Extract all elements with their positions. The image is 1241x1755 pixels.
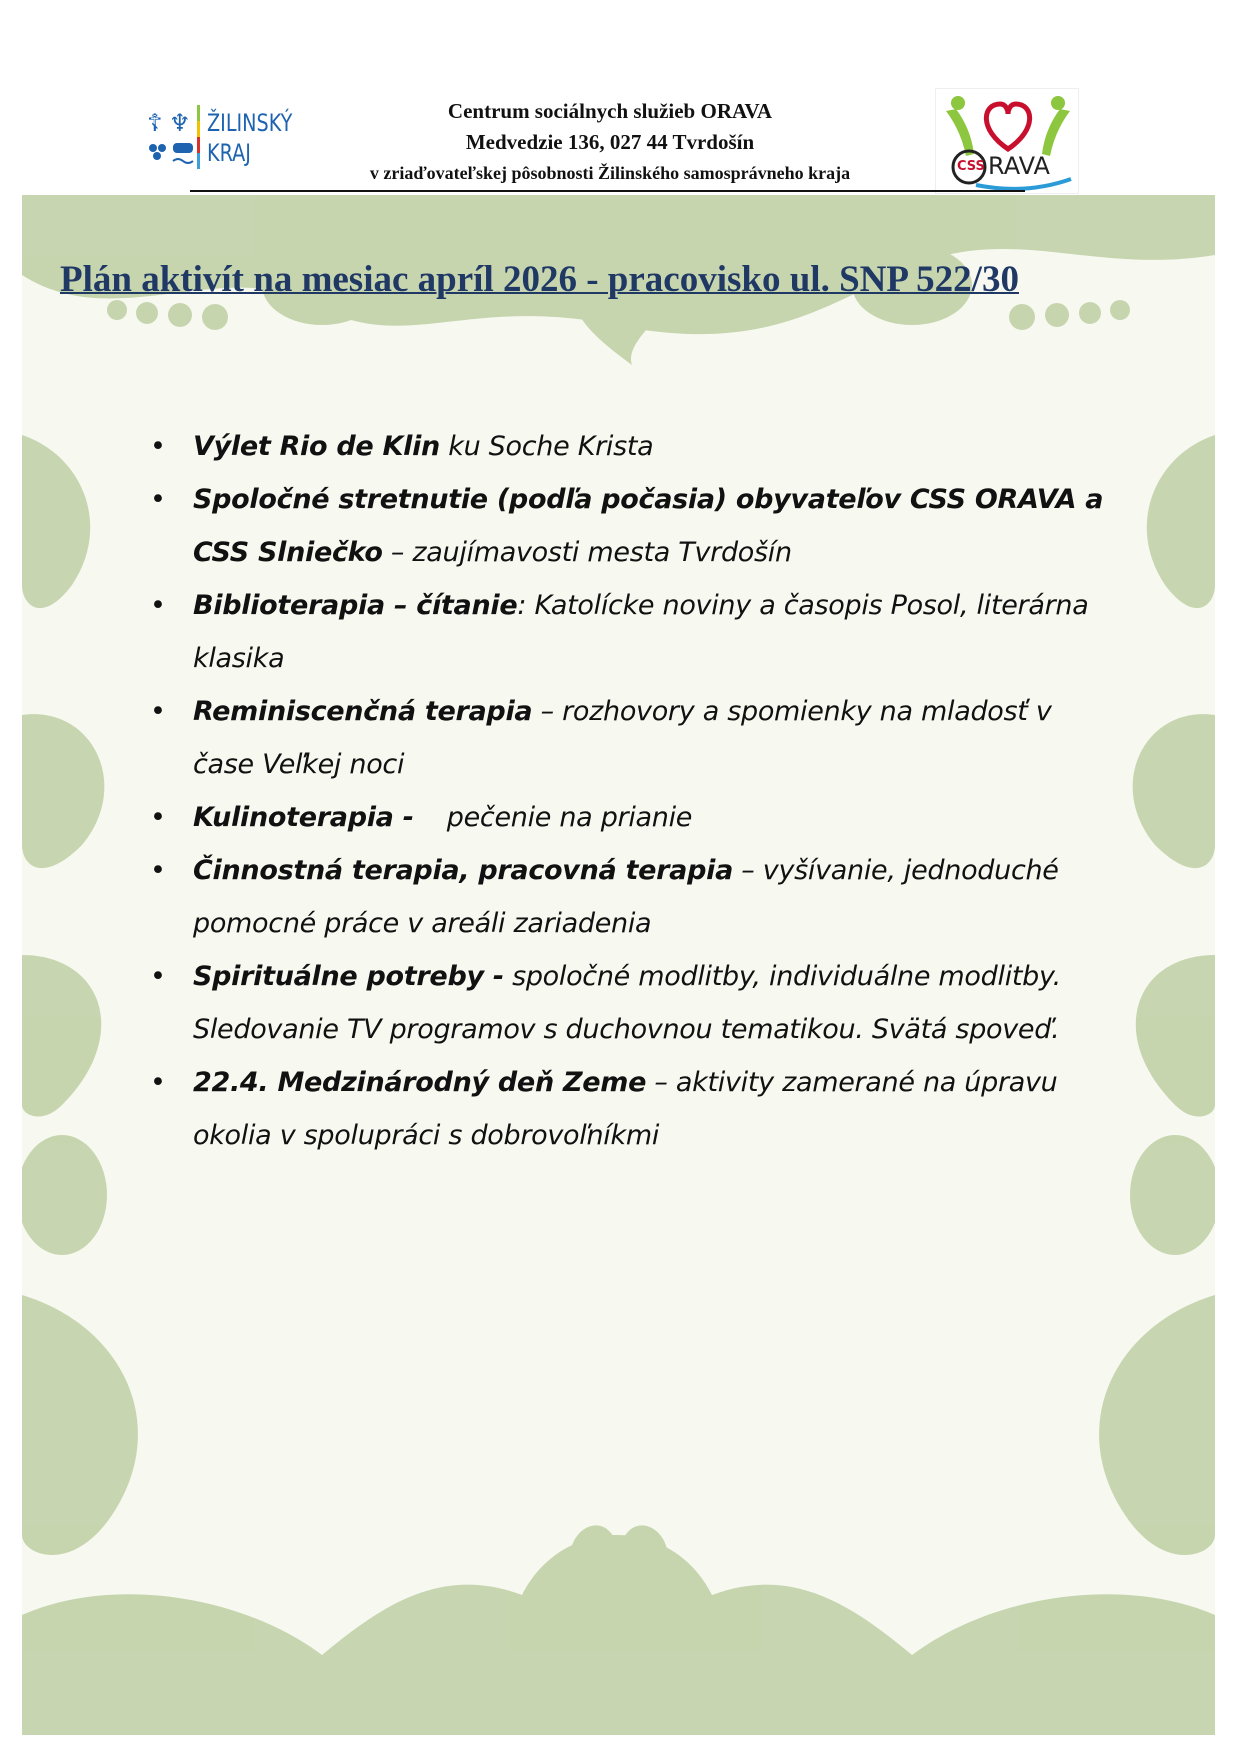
bullet-icon: • <box>150 590 166 621</box>
activity-description: : Katolícke noviny a časopis Posol, literárna klasika <box>193 590 1089 674</box>
activity-name: Kulinoterapia - <box>193 802 414 833</box>
zilinsky-kraj-logo <box>145 103 305 173</box>
activity-description: – zaujímavosti mesta Tvrdošín <box>382 537 792 568</box>
activity-list <box>150 420 1110 1162</box>
bullet-icon: • <box>150 484 166 515</box>
list-item <box>150 685 1110 791</box>
activity-description: pečenie na prianie <box>413 802 693 833</box>
svg-text:♆: ♆ <box>169 109 191 137</box>
activity-description: – vyšívanie, jednoduché pomocné práce v areáli zariadenia <box>193 855 1059 939</box>
header-divider <box>190 190 1025 192</box>
activity-name: Reminiscenčná terapia <box>193 696 533 727</box>
bullet-icon: • <box>150 431 166 462</box>
activity-name: Činnostná terapia, pracovná terapia <box>193 855 734 886</box>
list-item <box>150 420 1110 473</box>
activity-description: spoločné modlitby, individuálne modlitby. Sledovanie TV programov s duchovnou tematikou. Svätá spoveď. <box>193 961 1061 1045</box>
activity-description: – rozhovory a spomienky na mladosť v čase Veľkej noci <box>193 696 1052 780</box>
organization-founder: v zriaďovateľskej pôsobnosti Žilinského samosprávneho kraja <box>369 163 851 183</box>
css-orava-logo <box>935 88 1079 194</box>
activity-name: Spirituálne potreby - <box>193 961 504 992</box>
bullet-icon: • <box>150 1067 166 1098</box>
bullet-icon: • <box>150 802 166 833</box>
bullet-icon: • <box>150 961 166 992</box>
list-item <box>150 844 1110 950</box>
activity-name: Biblioterapia – čítanie <box>193 590 518 621</box>
logo-css-text: CSS <box>957 159 985 174</box>
logo-text-line2: KRAJ <box>207 139 251 167</box>
activity-description: ku Soche Krista <box>439 431 654 462</box>
activity-name: 22.4. Medzinárodný deň Zeme <box>193 1067 647 1098</box>
svg-text:☦: ☦ <box>147 109 163 137</box>
activity-name: Výlet Rio de Klin <box>193 431 440 462</box>
organization-address: Medvedzie 136, 027 44 Tvrdošín <box>465 130 755 154</box>
page-title: Plán aktivít na mesiac apríl 2026 - pracovisko ul. SNP 522/30 <box>60 259 1019 300</box>
list-item <box>150 791 1110 844</box>
organization-info <box>300 96 920 189</box>
activity-description: – aktivity zamerané na úpravu okolia v spolupráci s dobrovoľníkmi <box>193 1067 1058 1151</box>
activity-name: Spoločné stretnutie (podľa počasia) obyvateľov CSS ORAVA a CSS Slniečko <box>193 484 1104 568</box>
list-item <box>150 579 1110 685</box>
list-item <box>150 1056 1110 1162</box>
logo-orava-text: RAVA <box>988 152 1050 180</box>
bullet-icon: • <box>150 855 166 886</box>
list-item <box>150 950 1110 1056</box>
organization-name: Centrum sociálnych služieb ORAVA <box>447 99 773 123</box>
list-item <box>150 473 1110 579</box>
bullet-icon: • <box>150 696 166 727</box>
logo-text-line1: ŽILINSKÝ <box>207 109 293 137</box>
